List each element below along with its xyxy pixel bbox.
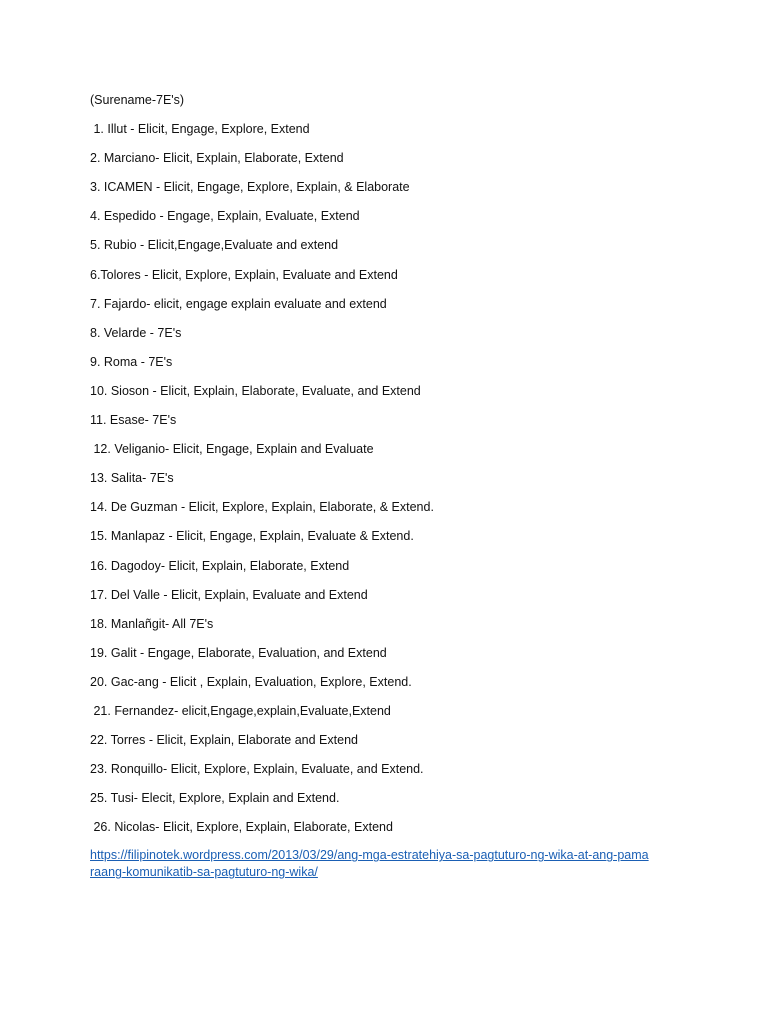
list-item: 13. Salita- 7E's: [90, 471, 174, 486]
list-item: 25. Tusi- Elecit, Explore, Explain and Extend.: [90, 791, 340, 806]
list-item: 11. Esase- 7E's: [90, 413, 177, 428]
list-item: 7. Fajardo- elicit, engage explain evaluate and extend: [90, 296, 387, 311]
list-item: 4. Espedido - Engage, Explain, Evaluate, Extend: [90, 209, 360, 224]
list-item: 22. Torres - Elicit, Explain, Elaborate and Extend: [90, 733, 358, 748]
list-item: 8. Velarde - 7E's: [90, 325, 182, 340]
list-item: 2. Marciano- Elicit, Explain, Elaborate, Extend: [90, 151, 344, 166]
list-item: 5. Rubio - Elicit,Engage,Evaluate and extend: [90, 238, 339, 253]
list-item: 19. Galit - Engage, Elaborate, Evaluation, and Extend: [90, 645, 387, 660]
list-item: 26. Nicolas- Elicit, Explore, Explain, Elaborate, Extend: [90, 820, 393, 835]
list-item: 20. Gac-ang - Elicit , Explain, Evaluation, Explore, Extend.: [90, 674, 412, 689]
list-item: 6.Tolores - Elicit, Explore, Explain, Evaluate and Extend: [90, 267, 398, 282]
list-item: 3. ICAMEN - Elicit, Engage, Explore, Explain, & Elaborate: [90, 180, 410, 195]
list-item: 14. De Guzman - Elicit, Explore, Explain, Elaborate, & Extend.: [90, 500, 434, 515]
list-item: 18. Manlañgit- All 7E's: [90, 616, 214, 631]
document-page: [90, 93, 710, 881]
list-item: 10. Sioson - Elicit, Explain, Elaborate, Evaluate, and Extend: [90, 383, 421, 398]
list-item: 16. Dagodoy- Elicit, Explain, Elaborate, Extend: [90, 558, 350, 573]
list-item: 23. Ronquillo- Elicit, Explore, Explain, Evaluate, and Extend.: [90, 762, 424, 777]
list-item: 1. Illut - Elicit, Engage, Explore, Extend: [90, 122, 310, 137]
list-item: 17. Del Valle - Elicit, Explain, Evaluate and Extend: [90, 587, 368, 602]
list-item: 9. Roma - 7E's: [90, 354, 173, 369]
list-item: 12. Veliganio- Elicit, Engage, Explain and Evaluate: [90, 442, 374, 457]
reference-link[interactable]: https://filipinotek.wordpress.com/2013/03/29/ang-mga-estratehiya-sa-pagtuturo-ng-wika-at-ang-pamaraang-komunikatib-sa-pagtuturo-ng-wika/: [90, 848, 649, 880]
list-item: 21. Fernandez- elicit,Engage,explain,Evaluate,Extend: [90, 703, 391, 718]
document-heading: (Surename-7E's): [90, 93, 185, 107]
list-item: 15. Manlapaz - Elicit, Engage, Explain, Evaluate & Extend.: [90, 529, 414, 544]
item-list: [90, 122, 710, 835]
